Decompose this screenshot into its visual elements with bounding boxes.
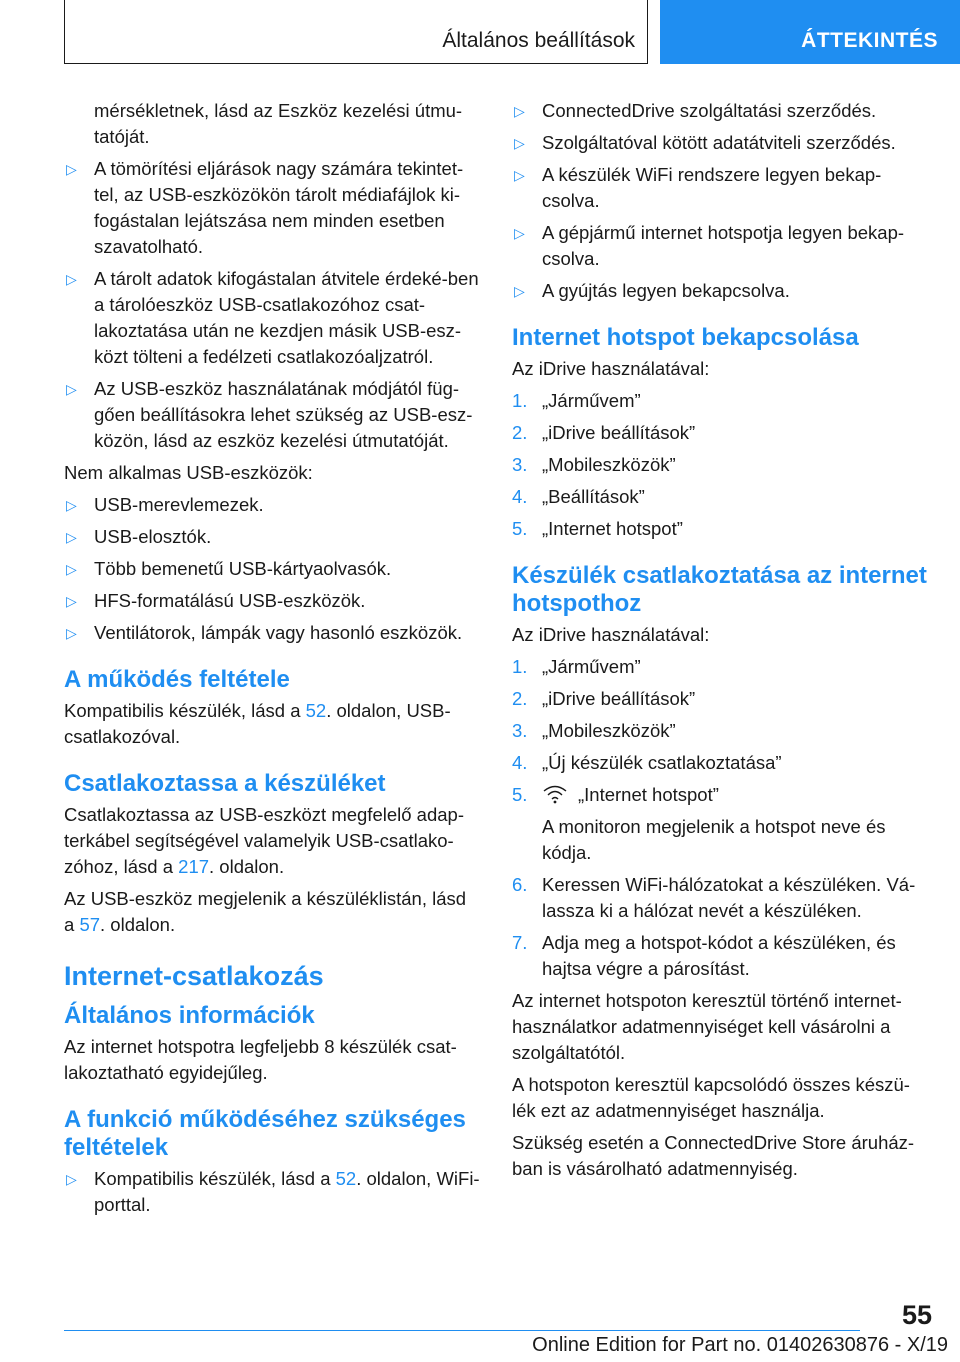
text-span: . oldalon, WiFi-porttal.	[94, 1168, 480, 1215]
list-item: ▷ Több bemenetű USB-kártyaolvasók.	[64, 556, 480, 582]
bullet-list-unsuitable	[64, 492, 480, 646]
list-item: ▷ Ventilátorok, lámpák vagy hasonló eszközök.	[64, 620, 480, 646]
step-item	[512, 654, 928, 680]
connect-text	[64, 802, 480, 880]
section-title: Általános beállítások	[442, 29, 635, 52]
step-number: 5.	[512, 784, 528, 805]
step-number: 3.	[512, 454, 528, 475]
heading-condition: A működés feltétele	[64, 666, 290, 693]
heading-connect-device: Csatlakoztassa a készüléket	[64, 770, 386, 797]
step-number: 1.	[512, 390, 528, 411]
step-item	[512, 750, 928, 776]
step-text: „Internet hotspot”	[542, 518, 683, 539]
step-text: „Beállítások”	[542, 486, 645, 507]
step-number: 4.	[512, 486, 528, 507]
heading-requirements: A funkció működéséhez szükséges feltételek	[64, 1106, 466, 1161]
list-item: ▷ Szolgáltatóval kötött adatátviteli szerződés.	[512, 130, 928, 156]
step-note: A monitoron megjelenik a hotspot neve és kódja.	[542, 816, 886, 863]
step-text: „Járművem”	[542, 656, 641, 677]
idrive-intro: Az iDrive használatával:	[512, 358, 710, 379]
step-item	[512, 452, 928, 478]
paragraph-data-purchase: Az internet hotspoton keresztül történő internet-használatkor adatmennyiséget kell vásárolni a szolgáltatótól.	[512, 990, 902, 1063]
paragraph-connecteddrive-store: Szükség esetén a ConnectedDrive Store áruház-ban is vásárolható adatmennyiség.	[512, 1132, 915, 1179]
heading-hotspot-on: Internet hotspot bekapcsolása	[512, 324, 859, 351]
list-item: ▷ A gyújtás legyen bekapcsolva.	[512, 278, 928, 304]
step-text: Keressen WiFi-hálózatokat a készüléken. Vá-lassza ki a hálózat nevét a készüléken.	[542, 874, 916, 921]
paragraph-data-shared: A hotspoton keresztül kapcsolódó összes készü-lék ezt az adatmennyiséget használja.	[512, 1074, 910, 1121]
text-span: Az USB-eszköz megjelenik a készüléklistán, lásd a	[64, 888, 467, 935]
step-item	[512, 484, 928, 510]
step-item	[512, 516, 928, 542]
step-item	[512, 420, 928, 446]
text-span: . oldalon.	[209, 856, 285, 877]
step-text: „iDrive beállítások”	[542, 422, 696, 443]
heading-connect-to-hotspot: Készülék csatlakoztatása az internet hotspothoz	[512, 562, 927, 617]
step-item	[512, 930, 928, 982]
list-item: ▷ Az USB-eszköz használatának módjától füg-gően beállításokra lehet szükség az USB-esz-közön, lásd az eszköz kezelési útmutatóját.	[64, 376, 480, 454]
step-text: „Új készülék csatlakoztatása”	[542, 752, 782, 773]
general-info-text: Az internet hotspotra legfeljebb 8 készülék csat-lakoztatható egyidejűleg.	[64, 1036, 457, 1083]
step-text: „Mobileszközök”	[542, 454, 676, 475]
step-number: 1.	[512, 656, 528, 677]
list-item: ▷ A gépjármű internet hotspotja legyen bekap-csolva.	[512, 220, 928, 272]
text-span: . oldalon.	[100, 914, 176, 935]
bullet-list-usb-notes	[64, 156, 480, 454]
text-span: Csatlakoztassa az USB-eszközt megfelelő adap-terkábel segítségével valamelyik USB-csatlako-zóhoz, lásd a	[64, 804, 464, 877]
step-item	[512, 782, 928, 808]
left-column	[64, 98, 480, 1224]
page-header	[0, 0, 960, 64]
step-text: Adja meg a hotspot-kódot a készüléken, és hajtsa végre a párosítást.	[542, 932, 896, 979]
list-item: ▷ A tömörítési eljárások nagy számára tekintet-tel, az USB-eszközökön tárolt médiafájlok ki-fogástalan lejátszása nem minden esetben szavatolható.	[64, 156, 480, 260]
section-tab	[64, 0, 648, 64]
step-item	[512, 686, 928, 712]
right-column	[512, 98, 928, 1188]
list-item: ▷ ConnectedDrive szolgáltatási szerződés.	[512, 98, 928, 124]
heading-internet-connection: Internet-csatlakozás	[64, 961, 324, 991]
step-item	[512, 872, 928, 924]
step-text: „Internet hotspot”	[578, 784, 719, 805]
list-item: ▷ USB-elosztók.	[64, 524, 480, 550]
list-item	[64, 1166, 480, 1218]
step-number: 3.	[512, 720, 528, 741]
page-link-57[interactable]: 57	[79, 914, 101, 935]
list-item: ▷ USB-merevlemezek.	[64, 492, 480, 518]
text-span: . oldalon, USB-csatlakozóval.	[64, 700, 451, 747]
intro-continuation: mérsékletnek, lásd az Eszköz kezelési útmu-tatóját.	[94, 100, 463, 147]
step-number: 5.	[512, 518, 528, 539]
list-item: ▷ A készülék WiFi rendszere legyen bekap-csolva.	[512, 162, 928, 214]
step-number: 2.	[512, 688, 528, 709]
page-link-52[interactable]: 52	[335, 1168, 357, 1189]
text-span: Kompatibilis készülék, lásd a	[94, 1168, 336, 1189]
footer-divider	[64, 1330, 860, 1331]
step-item	[512, 718, 928, 744]
unsuitable-intro: Nem alkalmas USB-eszközök:	[64, 462, 313, 483]
step-text: „Mobileszközök”	[542, 720, 676, 741]
step-item	[512, 388, 928, 414]
chapter-tab	[660, 0, 960, 64]
edition-footer: Online Edition for Part no. 01402630876 - X/19	[532, 1334, 948, 1356]
bullet-list-requirements	[512, 98, 928, 304]
steps-connect-hotspot	[512, 654, 928, 982]
wifi-icon	[542, 784, 568, 804]
step-text: „Járművem”	[542, 390, 641, 411]
step-number: 4.	[512, 752, 528, 773]
steps-hotspot-on	[512, 388, 928, 542]
text-span: Kompatibilis készülék, lásd a	[64, 700, 306, 721]
heading-general-info: Általános információk	[64, 1002, 315, 1029]
list-item: ▷ HFS-formatálású USB-eszközök.	[64, 588, 480, 614]
page-number: 55	[901, 1300, 932, 1330]
page-link-217[interactable]: 217	[178, 856, 210, 877]
list-item: ▷ A tárolt adatok kifogástalan átvitele érdeké-ben a tárolóeszköz USB-csatlakozóhoz csat-lakoztatása után ne kezdjen másik USB-esz-közt tölteni a fedélzeti csatlakozóaljzatról.	[64, 266, 480, 370]
chapter-title: ÁTTEKINTÉS	[801, 29, 938, 52]
step-number: 7.	[512, 932, 528, 953]
page-link-52[interactable]: 52	[305, 700, 327, 721]
step-number: 2.	[512, 422, 528, 443]
step-text: „iDrive beállítások”	[542, 688, 696, 709]
device-list-text	[64, 886, 480, 938]
step-number: 6.	[512, 874, 528, 895]
idrive-intro: Az iDrive használatával:	[512, 624, 710, 645]
condition-text	[64, 698, 480, 750]
